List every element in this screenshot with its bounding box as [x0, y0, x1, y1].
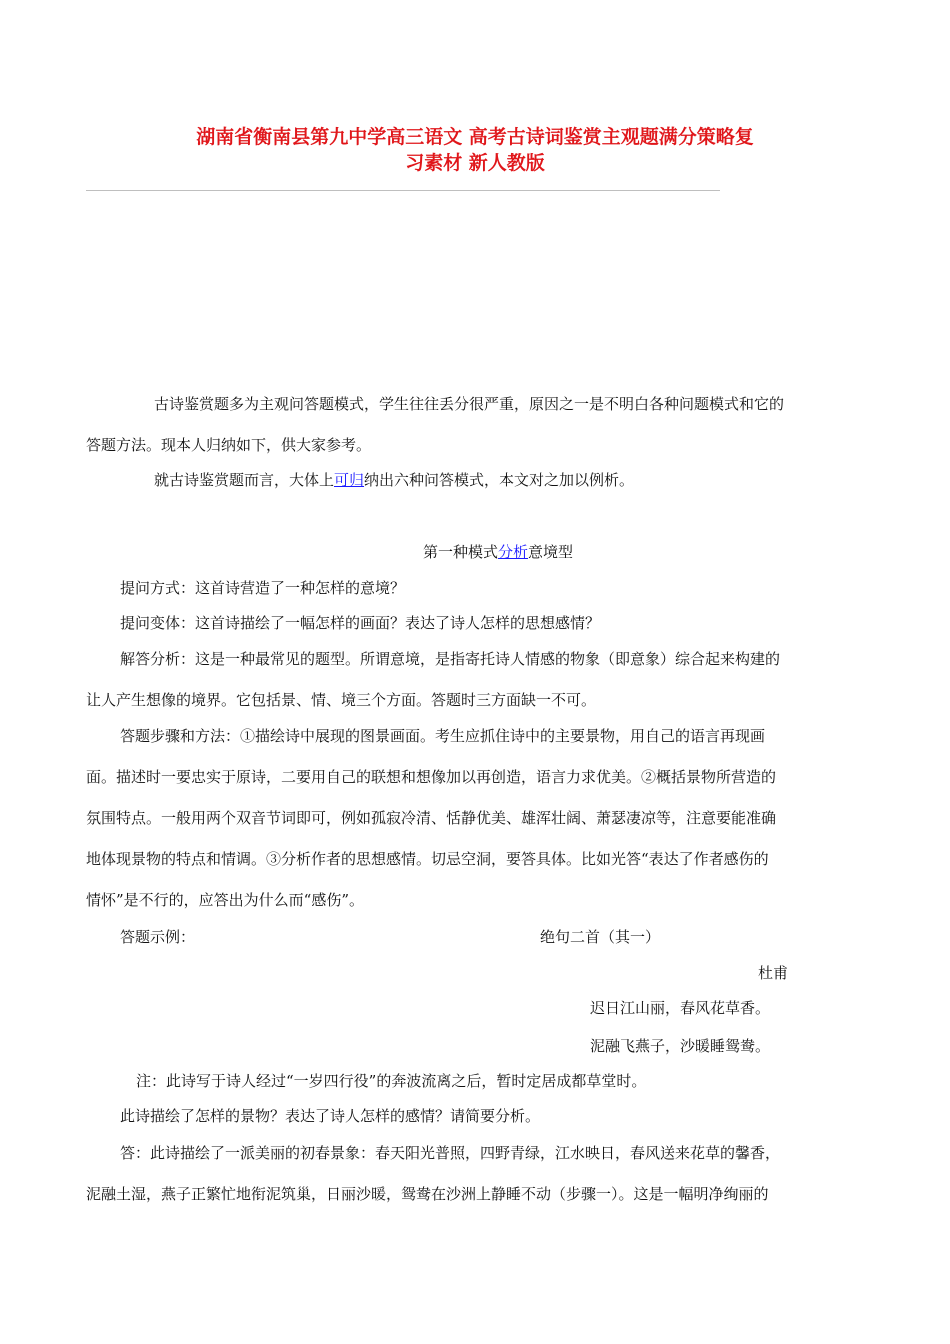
section-heading [423, 541, 573, 563]
section-heading-text: 第一种模式 [423, 543, 499, 561]
answer-line-1: 答：此诗描绘了一派美丽的初春景象：春天阳光普照，四野青绿，江水映日，春风送来花草的馨香， [120, 1144, 781, 1162]
intro-line-3-rest: 纳出六种问答模式，本文对之加以例析。 [364, 471, 635, 489]
poem-title: 绝句二首（其一） [540, 928, 661, 946]
document-title-line-1: 湖南省衡南县第九中学高三语文 高考古诗词鉴赏主观题满分策略复 [196, 126, 754, 148]
answer-line-2: 泥融土湿，燕子正繁忙地衔泥筑巢，日丽沙暖，鸳鸯在沙洲上静睡不动（步骤一）。这是一幅明净绚丽的 [86, 1185, 769, 1203]
steps-line-4: 地体现景物的特点和情调。③分析作者的思想感情。切忌空洞，要答具体。比如光答“表达了作者感伤的 [86, 850, 769, 868]
steps-line-3: 氛围特点。一般用两个双音节词即可，例如孤寂冷清、恬静优美、雄浑壮阔、萧瑟凄凉等，注意要能准确 [86, 809, 777, 827]
intro-line-2: 答题方法。现本人归纳如下，供大家参考。 [86, 436, 372, 454]
title-divider [86, 190, 720, 191]
poem-note: 注：此诗写于诗人经过“一岁四行役”的奔波流离之后，暂时定居成都草堂时。 [136, 1072, 647, 1090]
intro-line-3-text: 就古诗鉴赏题而言，大体上 [154, 471, 335, 489]
steps-line-1: 答题步骤和方法：①描绘诗中展现的图景画面。考生应抓住诗中的主要景物，用自己的语言再现画 [120, 727, 766, 745]
poem-line-1: 迟日江山丽，春风花草香。 [590, 999, 771, 1017]
ask-variant: 提问变体：这首诗描绘了一幅怎样的画面？表达了诗人怎样的思想感情？ [120, 614, 601, 632]
kegui-link[interactable]: 可归 [334, 471, 365, 489]
example-label: 答题示例： [120, 928, 196, 946]
steps-line-2: 面。描述时一要忠实于原诗，二要用自己的联想和想像加以再创造，语言力求优美。②概括景物所营造的 [86, 768, 777, 786]
ask-mode: 提问方式：这首诗营造了一种怎样的意境？ [120, 579, 406, 597]
intro-line-3 [154, 469, 634, 491]
analysis-line-1: 解答分析：这是一种最常见的题型。所谓意境，是指寄托诗人情感的物象（即意象）综合起来构建的 [120, 650, 781, 668]
intro-line-1: 古诗鉴赏题多为主观问答题模式，学生往往丢分很严重，原因之一是不明白各种问题模式和它的 [154, 395, 785, 413]
poem-author: 杜甫 [758, 964, 789, 982]
document-title-line-2: 习素材 新人教版 [405, 152, 545, 174]
steps-line-5: 情怀”是不行的，应答出为什么而“感伤”。 [86, 891, 365, 909]
poem-line-2: 泥融飞燕子，沙暖睡鸳鸯。 [590, 1037, 771, 1055]
fenxi-link[interactable]: 分析 [498, 543, 529, 561]
section-heading-rest: 意境型 [528, 543, 574, 561]
example-question: 此诗描绘了怎样的景物？表达了诗人怎样的感情？请简要分析。 [120, 1107, 541, 1125]
analysis-line-2: 让人产生想像的境界。它包括景、情、境三个方面。答题时三方面缺一不可。 [86, 691, 597, 709]
